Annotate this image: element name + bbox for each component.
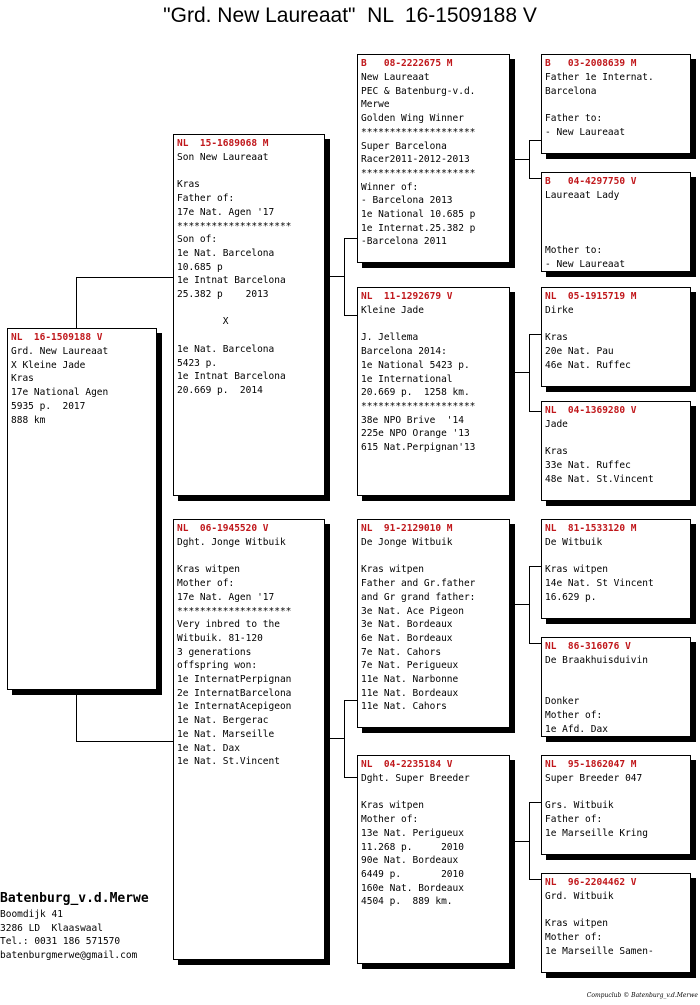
connector-line — [344, 700, 358, 701]
ring-number: NL 86-316076 V — [545, 641, 631, 652]
pigeon-card-dds — [541, 755, 691, 855]
pigeon-card-sss — [541, 54, 691, 154]
pigeon-card-subject — [7, 328, 157, 690]
connector-line — [76, 741, 175, 742]
connector-line — [515, 372, 529, 373]
pigeon-details: Dirke Kras 20e Nat. Pau 46e Nat. Ruffec — [545, 305, 631, 371]
pigeon-card-dam-sire — [357, 519, 510, 728]
connector-line — [344, 777, 358, 778]
connector-line — [515, 604, 529, 605]
software-credit: Compuclub © Batenburg_v.d.Merwe — [586, 992, 698, 999]
pigeon-details: Dght. Jonge Witbuik Kras witpen Mother of: 17e Nat. Agen '17 ******************** Very inbred to the Witbuik. 81-120 3 generations offspring won: 1e InternatPerpignan 2e InternatBarcelona 1e InternatAcepigeon 1e Nat. Bergerac 1e Nat. Marseille 1e Nat. Dax 1e Nat. St.Vincent — [177, 537, 292, 768]
ring-number: B 08-2222675 M — [361, 58, 453, 69]
ring-number: B 03-2008639 M — [545, 58, 637, 69]
pigeon-details: Grd. Witbuik Kras witpen Mother of: 1e Marseille Samen- — [545, 891, 654, 957]
ring-number: NL 16-1509188 V — [11, 332, 103, 343]
breeder-address: Boomdijk 41 3286 LD Klaaswaal Tel.: 0031 186 571570 batenburgmerwe@gmail.com — [0, 909, 138, 961]
connector-line — [529, 802, 530, 879]
pigeon-card-ssd — [541, 172, 691, 272]
pigeon-details: Super Breeder 047 Grs. Witbuik Father of: 1e Marseille Kring — [545, 773, 648, 839]
connector-line — [330, 738, 344, 739]
page-title: "Grd. New Laureaat" NL 16-1509188 V — [163, 4, 537, 27]
pigeon-card-dsd — [541, 637, 691, 737]
connector-line — [515, 159, 529, 160]
pigeon-details: Laureaat Lady Mother to: - New Laureaat — [545, 190, 626, 270]
ring-number: NL 95-1862047 M — [545, 759, 637, 770]
connector-line — [515, 841, 529, 842]
ring-number: NL 04-1369280 V — [545, 405, 637, 416]
connector-line — [76, 277, 175, 278]
pigeon-details: Son New Laureaat Kras Father of: 17e Nat. Agen '17 ******************** Son of: 1e Nat. Barcelona 10.685 p 1e Intnat Barcelona 25.382 p 2013 X 1e Nat. Barcelona 5423 p. 1e Intnat Barcelona 20.669 p. 2014 — [177, 152, 292, 396]
connector-line — [76, 277, 77, 329]
ring-number: NL 06-1945520 V — [177, 523, 269, 534]
pigeon-card-dam-dam — [357, 755, 510, 964]
breeder-name: Batenburg_v.d.Merwe — [0, 891, 149, 906]
ring-number: NL 15-1689068 M — [177, 138, 269, 149]
connector-line — [344, 238, 345, 315]
pigeon-card-sire-sire — [357, 54, 510, 263]
ring-number: NL 81-1533120 M — [545, 523, 637, 534]
pigeon-card-ddd — [541, 873, 691, 973]
pigeon-card-sdd — [541, 401, 691, 501]
connector-line — [344, 315, 358, 316]
connector-line — [529, 566, 530, 643]
connector-line — [344, 238, 358, 239]
ring-number: NL 96-2204462 V — [545, 877, 637, 888]
pigeon-details: New Laureaat PEC & Batenburg-v.d. Merwe Golden Wing Winner ******************** Super Barcelona Racer2011-2012-2013 ******************** Winner of: - Barcelona 2013 1e National 10.685 p 1e Internat.25.382 p -Barcelona 2011 — [361, 72, 476, 248]
connector-line — [529, 334, 530, 411]
ring-number: NL 05-1915719 M — [545, 291, 637, 302]
pigeon-card-sds — [541, 287, 691, 387]
pigeon-details: De Braakhuisduivin Donker Mother of: 1e Afd. Dax — [545, 655, 648, 735]
ring-number: NL 91-2129010 M — [361, 523, 453, 534]
pigeon-details: Father 1e Internat. Barcelona Father to: - New Laureaat — [545, 72, 654, 138]
pigeon-card-sire-dam — [357, 287, 510, 496]
pigeon-card-dss — [541, 519, 691, 619]
connector-line — [330, 276, 344, 277]
connector-line — [344, 700, 345, 777]
pigeon-details: Jade Kras 33e Nat. Ruffec 48e Nat. St.Vincent — [545, 419, 654, 485]
pigeon-details: Kleine Jade J. Jellema Barcelona 2014: 1e National 5423 p. 1e International 20.669 p. 1258 km. ******************** 38e NPO Brive '14 225e NPO Orange '13 615 Nat.Perpignan'13 — [361, 305, 476, 454]
pigeon-card-sire — [173, 134, 325, 496]
pigeon-details: De Witbuik Kras witpen 14e Nat. St Vincent 16.629 p. — [545, 537, 654, 603]
pigeon-details: Dght. Super Breeder Kras witpen Mother of: 13e Nat. Perigueux 11.268 p. 2010 90e Nat. Bordeaux 6449 p. 2010 160e Nat. Bordeaux 4504 p. 889 km. — [361, 773, 470, 908]
connector-line — [76, 693, 77, 741]
ring-number: B 04-4297750 V — [545, 176, 637, 187]
pigeon-details: Grd. New Laureaat X Kleine Jade Kras 17e National Agen 5935 p. 2017 888 km — [11, 346, 109, 426]
breeder-info — [0, 890, 200, 962]
ring-number: NL 11-1292679 V — [361, 291, 453, 302]
pigeon-details: De Jonge Witbuik Kras witpen Father and Gr.father and Gr grand father: 3e Nat. Ace Pigeon 3e Nat. Bordeaux 6e Nat. Bordeaux 7e Nat. Cahors 7e Nat. Perigueux 11e Nat. Narbonne 11e Nat. Bordeaux 11e Nat. Cahors — [361, 537, 476, 713]
connector-line — [529, 140, 530, 178]
ring-number: NL 04-2235184 V — [361, 759, 453, 770]
